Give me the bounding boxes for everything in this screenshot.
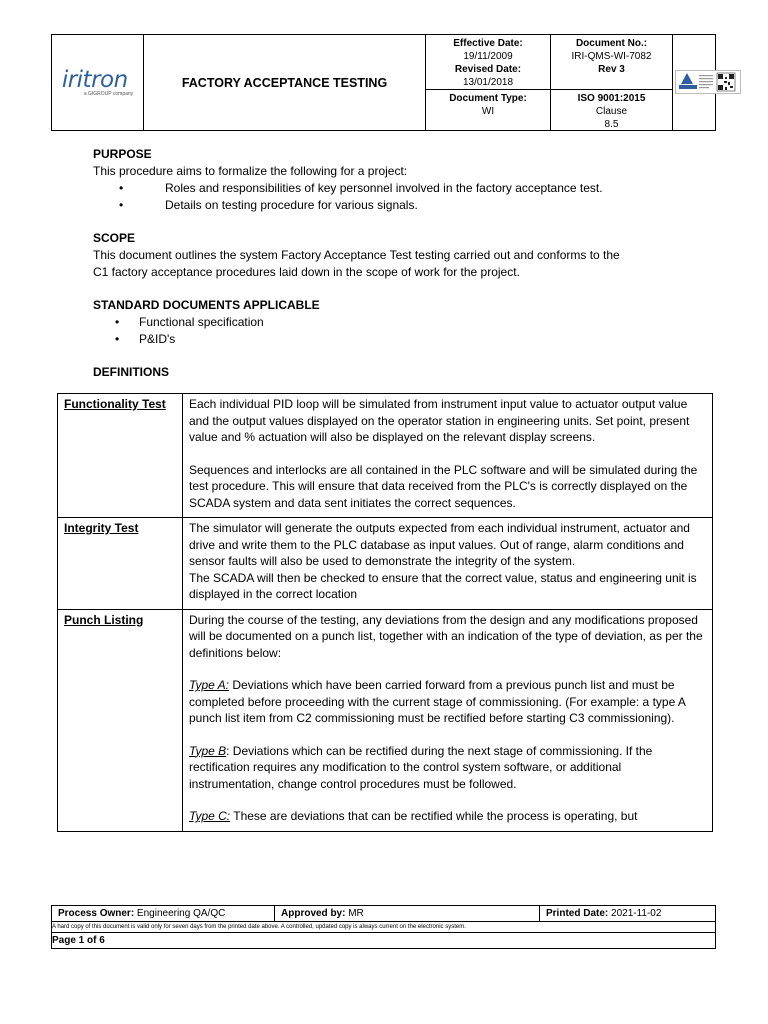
standards-heading: STANDARD DOCUMENTS APPLICABLE [93, 298, 320, 312]
type-c-paragraph [189, 808, 706, 825]
effective-date-cell [426, 35, 551, 90]
scope-line-1: This document outlines the system Factory Acceptance Test testing carried out and conforms to the [93, 248, 620, 262]
purpose-bullet-2: Details on testing procedure for various signals. [165, 198, 418, 212]
definitions-table [57, 393, 713, 832]
process-owner [52, 906, 274, 921]
purpose-bullet-1: Roles and responsibilities of key personnel involved in the factory acceptance test. [165, 181, 603, 195]
bullet-icon: • [115, 332, 120, 346]
type-a-paragraph [189, 677, 706, 727]
type-c-text: These are deviations that can be rectified while the process is operating, but [230, 809, 638, 823]
document-footer [51, 905, 716, 949]
effective-date-label: Effective Date: [453, 38, 523, 49]
revised-date-label: Revised Date: [454, 64, 522, 75]
certification-badge-icon [675, 70, 741, 94]
footer-info-row [52, 906, 715, 922]
process-owner-label: Process Owner: [58, 908, 135, 919]
scope-heading: SCOPE [93, 231, 136, 245]
definition-cell [183, 609, 713, 831]
bullet-icon: • [119, 198, 124, 212]
logo-subtitle: a GIGROUP company [83, 90, 134, 97]
logo-cell [52, 35, 144, 130]
definition-paragraph: The SCADA will then be checked to ensure that the correct value, status and engineering unit is displayed in the correct location [189, 570, 697, 601]
definition-paragraph: Each individual PID loop will be simulated from instrument input value to actuator output value and the output values displayed on the operator station in engineering units. Set point, present value and % actuation will also be displayed on the relevant display screens. [189, 397, 690, 444]
definition-cell [183, 518, 713, 610]
type-c-label: Type C: [189, 809, 231, 823]
bullet-icon: • [115, 315, 120, 329]
term-punch-listing: Punch Listing [58, 609, 183, 831]
approved-by-label: Approved by: [281, 908, 346, 919]
process-owner-value: Engineering QA/QC [134, 908, 226, 919]
list-item [93, 331, 693, 348]
purpose-heading: PURPOSE [93, 147, 152, 161]
type-a-text: Deviations which have been carried forward from a previous punch list and must be completed before proceeding with the current stage of commissioning. (For example: a type A punch list item from C2 commissioning must be rectified before starting C3 commissioning). [189, 678, 686, 725]
document-type-label: Document Type: [449, 93, 527, 104]
type-b-text: : Deviations which can be rectified during the next stage of commissioning. If the rectification requires any modification to the control system software, or additional instrumentation, change control procedures must be followed. [189, 743, 653, 791]
certification-cell [673, 35, 715, 130]
logo-wordmark: iritron [61, 66, 128, 93]
table-row [58, 394, 713, 518]
term-functionality-test: Functionality Test [58, 394, 183, 518]
standards-bullet-1: Functional specification [139, 315, 264, 329]
definitions-heading: DEFINITIONS [93, 365, 170, 379]
effective-date-value: 19/11/2009 [463, 51, 513, 62]
scope-line-2: C1 factory acceptance procedures laid down in the scope of work for the project. [93, 265, 520, 279]
term-integrity-test: Integrity Test [58, 518, 183, 610]
iritron-logo [61, 66, 134, 97]
printed-date-value: 2021-11-02 [608, 908, 662, 919]
table-row [58, 518, 713, 610]
definition-cell [183, 394, 713, 518]
definition-paragraph: Sequences and interlocks are all contained in the PLC software and will be simulated during the test procedure. This will ensure that data received from the PLC's is correctly displayed on the SCADA system and data sent initiates the correct sequences. [189, 462, 698, 510]
type-b-label: Type B [189, 743, 227, 758]
page-number: Page 1 of 6 [52, 935, 105, 946]
table-row [58, 609, 713, 831]
purpose-intro: This procedure aims to formalize the following for a project: [93, 164, 408, 178]
printed-date-label: Printed Date: [546, 908, 609, 919]
document-no-value: IRI-QMS-WI-7082 [571, 51, 652, 62]
approved-by [274, 906, 539, 921]
bullet-icon: • [119, 181, 124, 195]
document-number-cell [551, 35, 673, 90]
document-body [93, 146, 693, 381]
type-a-label: Type A: [189, 678, 230, 692]
standards-bullet-2: P&ID's [139, 332, 176, 346]
document-type-value: WI [481, 106, 495, 117]
list-item [93, 180, 693, 197]
definition-paragraph: During the course of the testing, any deviations from the design and any modifications proposed will be documented on a punch list, together with an indication of the type of deviation, as per the definitions below: [189, 612, 703, 660]
document-title: FACTORY ACCEPTANCE TESTING [144, 35, 426, 130]
type-b-paragraph [189, 743, 706, 793]
document-no-label: Document No.: [575, 38, 648, 49]
list-item [93, 314, 693, 331]
clause-value: 8.5 [604, 119, 619, 130]
list-item [93, 197, 693, 214]
clause-label: Clause [595, 106, 628, 117]
iso-standard: ISO 9001:2015 [577, 93, 646, 104]
approved-by-value: MR [345, 908, 364, 919]
iso-cell [551, 90, 673, 130]
definition-paragraph: The simulator will generate the outputs expected from each individual instrument, actuator and drive and write them to the PLC database as input values. Out of range, alarm conditions and sensor faults will also be used to demonstrate the integrity of the system. [189, 521, 690, 568]
revised-date-value: 13/01/2018 [462, 77, 514, 88]
revision-value: Rev 3 [598, 64, 625, 75]
document-type-cell [426, 90, 551, 130]
printed-date [539, 906, 715, 921]
document-header [51, 34, 716, 131]
footer-note: A hard copy of this document is valid only for seven days from the printed date above. A controlled, updated copy is always current on the electronic system. [52, 922, 715, 933]
